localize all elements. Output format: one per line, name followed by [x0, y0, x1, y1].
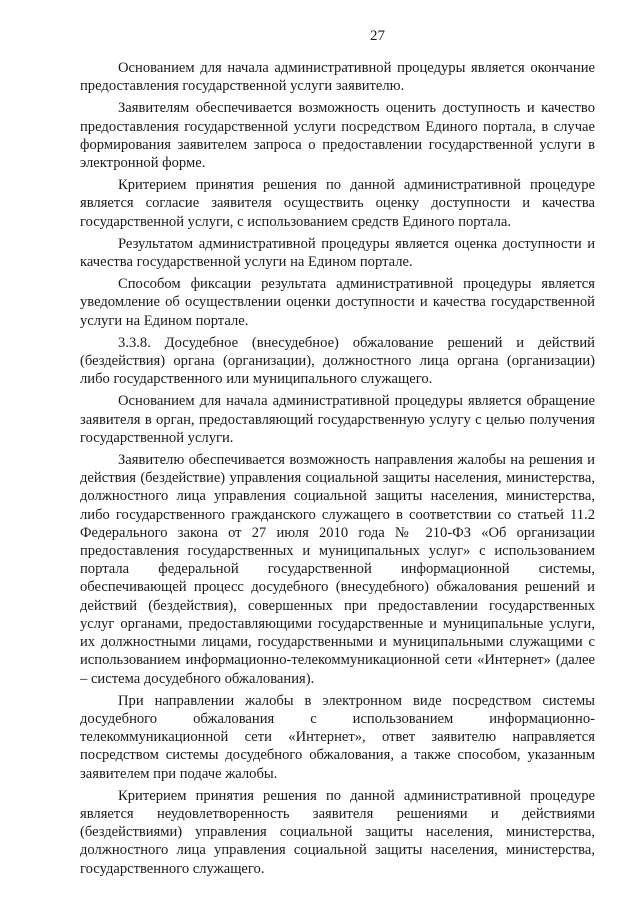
- paragraph: Заявителям обеспечивается возможность оценить доступность и качество предоставления государственной услуги посредством Единого портала, в случае формирования заявителем запроса о предоставлении государственной услуги в электронной форме.: [80, 100, 595, 172]
- paragraph: Критерием принятия решения по данной административной процедуре является неудовлетворенность заявителя решениями и действиями (бездействиями) управления социальной защиты населения, министерства, должностного лица управления социальной защиты населения, министерства, государственного служащего.: [80, 787, 595, 877]
- paragraph: Заявителю обеспечивается возможность направления жалобы на решения и действия (бездействие) управления социальной защиты населения, министерства, должностного лица управления социальной защиты населения, министерства, либо государственного гражданского служащего в соответствии со статьей 11.2 Федерального закона от 27 июля 2010 года № 210-ФЗ «Об организации предоставления государственных и муниципальных услуг» с использованием портала федеральной государственной информационной системы, обеспечивающей процесс досудебного (внесудебного) обжалования решений и действий (бездействия), совершенных при предоставлении государственных услуг органами, предоставляющими государственные и муниципальные услуги, их должностными лицами, государственными и муниципальными служащими с использованием информационно-телекоммуникационной сети «Интернет» (далее – система досудебного обжалования).: [80, 452, 595, 687]
- paragraph: Способом фиксации результата административной процедуры является уведомление об осуществлении оценки доступности и качества государственной услуги на Едином портале.: [80, 276, 595, 329]
- paragraph: Основанием для начала административной процедуры является окончание предоставления государственной услуги заявителю.: [80, 60, 595, 95]
- section-heading-paragraph: 3.3.8. Досудебное (внесудебное) обжалование решений и действий (бездействия) органа (организации), должностного лица органа (организации) либо государственного или муниципального служащего.: [80, 334, 595, 388]
- paragraph: Результатом административной процедуры является оценка доступности и качества государственной услуги на Едином портале.: [80, 235, 595, 271]
- page-number: 27: [370, 28, 385, 44]
- document-body: [80, 59, 595, 878]
- paragraph: Критерием принятия решения по данной административной процедуре является согласие заявителя осуществить оценку доступности и качества государственной услуги, с использованием средств Единого портала.: [80, 177, 595, 230]
- paragraph: Основанием для начала административной процедуры является обращение заявителя в орган, предоставляющий государственную услугу с целью получения государственной услуги.: [80, 393, 595, 446]
- paragraph: При направлении жалобы в электронном виде посредством системы досудебного обжалования с использованием информационно-телекоммуникационной сети «Интернет», ответ заявителю направляется посредством системы досудебного обжалования, а также способом, указанным заявителем при подаче жалобы.: [80, 692, 595, 782]
